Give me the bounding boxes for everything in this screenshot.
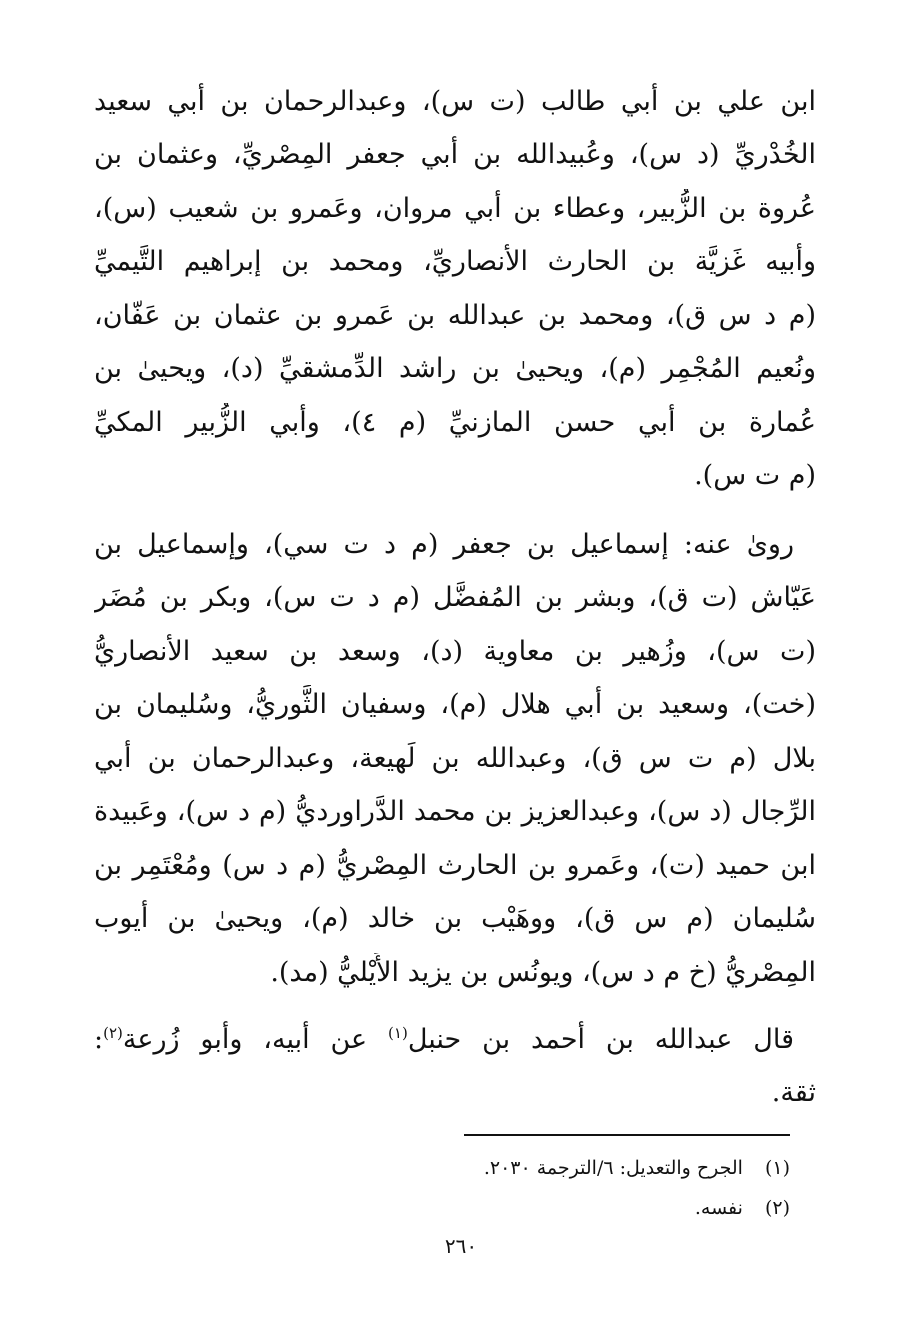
page-number: ٢٦٠ xyxy=(444,1234,478,1258)
p3-text-start: قال عبدالله بن أحمد بن حنبل xyxy=(407,1024,794,1055)
footnote-ref-1[interactable]: (١) xyxy=(388,1024,408,1042)
p1-line-4: وأبيه غَزيَّة بن الحارث الأنصاريِّ، ومحمد بن إبراهيم التَّيميِّ xyxy=(94,246,816,277)
p2-line-4: (خت)، وسعيد بن أبي هلال (م)، وسفيان الثَّوريُّ، وسُليمان بن xyxy=(94,689,816,720)
footnote-separator xyxy=(464,1134,790,1136)
p3-line-1 xyxy=(94,1020,794,1060)
footnote-1-text: الجرح والتعديل: ٦/الترجمة ٢٠٣٠. xyxy=(483,1157,743,1179)
p1-line-3: عُروة بن الزُّبير، وعطاء بن أبي مروان، وعَمرو بن شعيب (س)، xyxy=(94,193,816,224)
footnote-ref-2[interactable]: (٢) xyxy=(103,1024,123,1042)
p3-line-2: ثقة. xyxy=(771,1077,816,1108)
footnote-1 xyxy=(290,1155,790,1181)
footnote-2-text: نفسه. xyxy=(694,1197,743,1219)
p3-text-end: : xyxy=(94,1024,104,1055)
p2-line-9: المِصْريُّ (خ م د س)، ويونُس بن يزيد الأَيْليُّ (مد). xyxy=(270,957,816,988)
p2-line-1: روىٰ عنه: إسماعيل بن جعفر (م د ت سي)، وإسماعيل بن xyxy=(94,529,794,560)
footnote-2-number: (٢) xyxy=(764,1197,790,1219)
p1-line-2: الخُدْريِّ (د س)، وعُبيدالله بن أبي جعفر المِصْريِّ، وعثمان بن xyxy=(94,139,816,170)
p2-line-3: (ت س)، وزُهير بن معاوية (د)، وسعد بن سعيد الأنصاريُّ xyxy=(94,636,816,667)
p3-text-middle: عن أبيه، وأبو زُرعة xyxy=(122,1024,389,1055)
p2-line-5: بلال (م ت س ق)، وعبدالله بن لَهيعة، وعبدالرحمان بن أبي xyxy=(94,743,816,774)
p1-line-5: (م د س ق)، ومحمد بن عبدالله بن عَمرو بن عثمان بن عَفّان، xyxy=(94,300,816,331)
p2-line-8: سُليمان (م س ق)، ووهَيْب بن خالد (م)، ويحيىٰ بن أيوب xyxy=(94,903,816,934)
p2-line-6: الرِّجال (د س)، وعبدالعزيز بن محمد الدَّراورديُّ (م د س)، وعَبيدة xyxy=(94,796,816,827)
p2-line-7: ابن حميد (ت)، وعَمرو بن الحارث المِصْريُّ (م د س) ومُعْتَمِر بن xyxy=(94,850,816,881)
p1-line-1: ابن علي بن أبي طالب (ت س)، وعبدالرحمان بن أبي سعيد xyxy=(94,86,816,117)
p1-line-7: عُمارة بن أبي حسن المازنيِّ (م ٤)، وأبي الزُّبير المكيِّ xyxy=(94,407,816,438)
footnote-1-number: (١) xyxy=(764,1157,790,1179)
p2-line-2: عَيّاش (ت ق)، وبشر بن المُفضَّل (م د ت س)، وبكر بن مُضَر xyxy=(94,582,816,613)
footnote-2 xyxy=(290,1195,790,1221)
p1-line-6: ونُعيم المُجْمِر (م)، ويحيىٰ بن راشد الدِّمشقيِّ (د)، ويحيىٰ بن xyxy=(94,353,816,384)
p1-line-8: (م ت س). xyxy=(694,460,816,491)
